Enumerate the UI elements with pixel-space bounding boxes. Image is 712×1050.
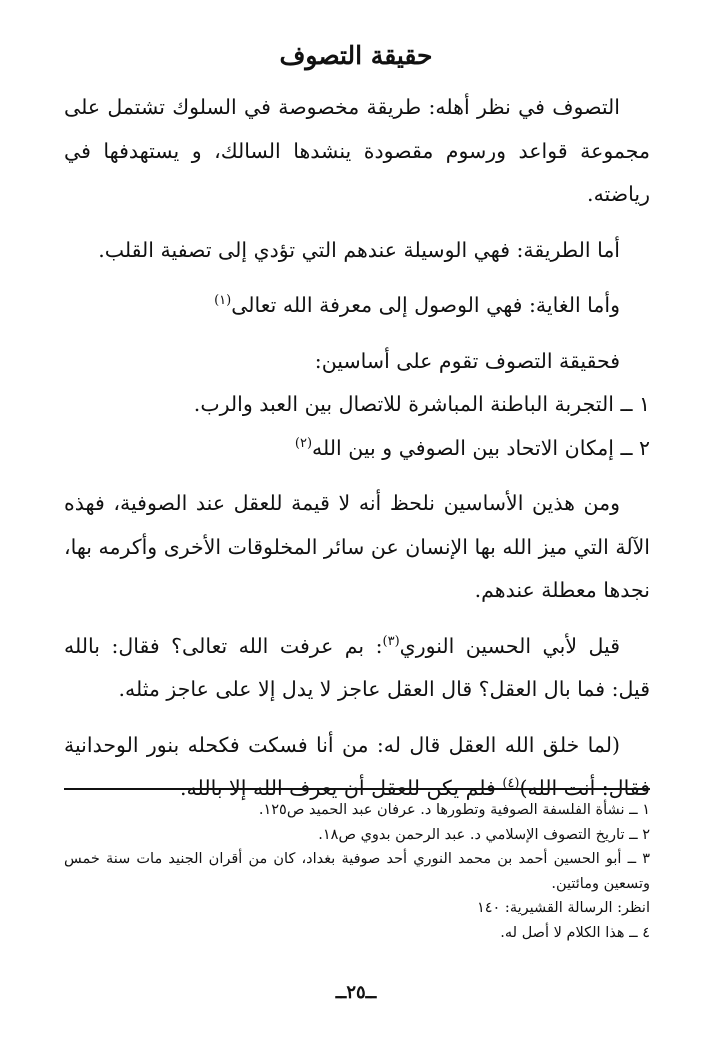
footnote-ref-4: (٤)	[502, 776, 520, 792]
list-item-2-text: ٢ ــ إمكان الاتحاد بين الصوفي و بين الله	[312, 435, 650, 460]
footnote-4: ٤ ــ هذا الكلام لا أصل له.	[500, 924, 650, 941]
paragraph-nuri	[64, 625, 650, 712]
paragraph-intellect-a: (لما خلق الله العقل قال له: من أنا فسكت فكحله بنور الوحدانية فقال: أنت الله)	[64, 732, 650, 800]
footnotes	[64, 788, 650, 945]
footnote-ref-2: (٢)	[294, 435, 313, 451]
paragraph-definition: التصوف في نظر أهله: طريقة مخصوصة في السلوك تشتمل على مجموعة قواعد ورسوم مقصودة ينشدها السالك، و يستهدفها في رياضته.	[64, 95, 650, 206]
page-number: ــ٢٥ــ	[335, 982, 377, 1003]
paragraph-nuri-b: : بم عرفت الله تعالى؟ فقال: بالله قيل: فما بال العقل؟ قال العقل عاجز لا يدل إلا على عاجز مثله.	[64, 633, 650, 701]
main-text	[64, 86, 650, 823]
footnote-ref-3: (٣)	[382, 633, 400, 649]
paragraph-goal	[64, 284, 650, 328]
footnote-1: ١ ــ نشأة الفلسفة الصوفية وتطورها د. عرفان عبد الحميد ص١٢٥.	[258, 802, 650, 818]
paragraph-nuri-a: قيل لأبي الحسين النوري	[399, 633, 620, 658]
footnote-3: ٣ ــ أبو الحسين أحمد بن محمد النوري أحد صوفية بغداد، كان من أقران الجنيد مات سنة خمس وتسعين ومائتين.	[64, 851, 650, 892]
footnote-3-reference: انظر: الرسالة القشيرية: ١٤٠	[476, 900, 650, 916]
page-title: حقيقة التصوف	[279, 41, 433, 70]
paragraph-method: أما الطريقة: فهي الوسيلة عندهم التي تؤدي إلى تصفية القلب.	[98, 237, 620, 262]
footnote-2: ٢ ــ تاريخ التصوف الإسلامي د. عبد الرحمن بدوي ص١٨.	[318, 826, 650, 843]
list-item-1: ١ ــ التجربة الباطنة المباشرة للاتصال بين العبد والرب.	[193, 392, 650, 416]
footnote-ref-1: (١)	[214, 293, 232, 309]
paragraph-intellect-b: فلم يكن للعقل أن يعرف الله إلا بالله.	[180, 776, 503, 800]
paragraph-foundations: فحقيقة التصوف تقوم على أساسين:	[314, 348, 620, 373]
list-item-2	[64, 427, 650, 471]
paragraph-reason: ومن هذين الأساسين نلحظ أنه لا قيمة للعقل عند الصوفية، فهذه الآلة التي ميز الله بها الإنسان عن سائر المخلوقات الأخرى وأكرمه بها، نجدها معطلة عندهم.	[64, 491, 650, 602]
paragraph-goal-text: وأما الغاية: فهي الوصول إلى معرفة الله تعالى	[231, 293, 620, 317]
